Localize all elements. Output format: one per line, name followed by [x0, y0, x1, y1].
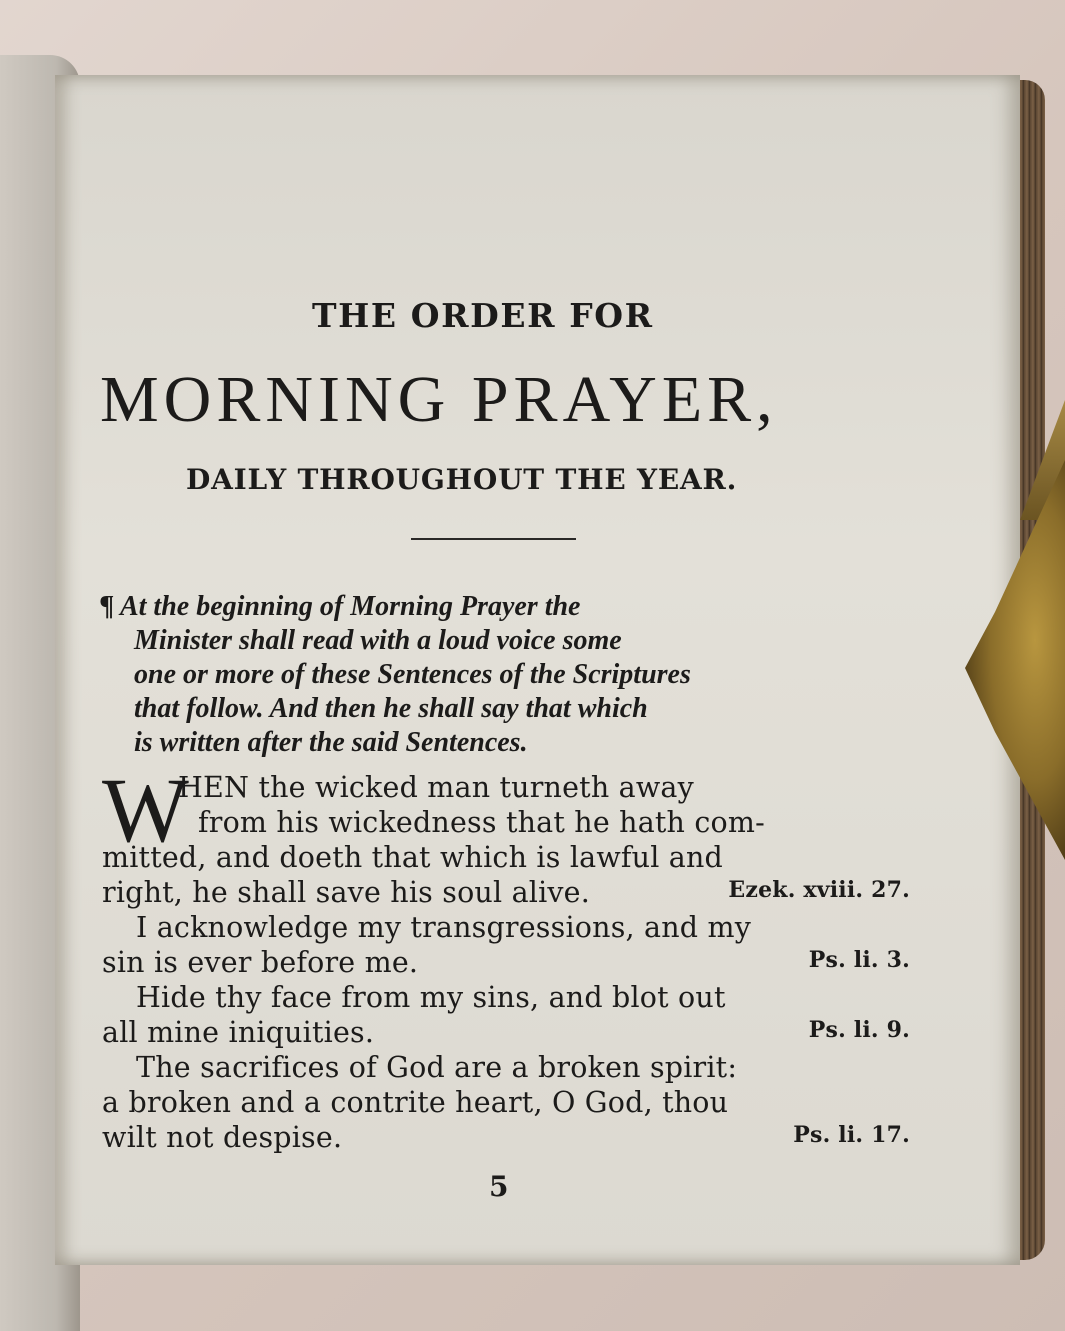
page-number: 5: [489, 1170, 509, 1203]
sentence-line: The sacrifices of God are a broken spirit:: [136, 1051, 738, 1084]
order-heading: THE ORDER FOR: [312, 296, 654, 335]
scripture-reference: Ezek. xviii. 27.: [728, 877, 910, 903]
rubric-line-3: one or more of these Sentences of the Scriptures: [134, 659, 691, 690]
pilcrow-mark: ¶: [100, 591, 114, 622]
rubric-line-4: that follow. And then he shall say that which: [134, 693, 648, 724]
page-title: MORNING PRAYER,: [100, 363, 778, 436]
sentence-line: from his wickedness that he hath com-: [198, 806, 765, 839]
scripture-reference: Ps. li. 17.: [793, 1122, 910, 1148]
sentence-line: wilt not despise. Ps. li. 17.: [102, 1120, 910, 1155]
rubric-paragraph: [100, 590, 910, 760]
sentence-line: sin is ever before me. Ps. li. 3.: [102, 945, 910, 980]
sentence-line: mitted, and doeth that which is lawful and: [102, 841, 723, 874]
scripture-reference: Ps. li. 3.: [808, 947, 910, 973]
scripture-reference: Ps. li. 9.: [808, 1017, 910, 1043]
sentence-line: all mine iniquities. Ps. li. 9.: [102, 1015, 910, 1050]
sentence-line: I acknowledge my transgressions, and my: [136, 911, 752, 944]
divider-rule: [411, 538, 576, 540]
sentence-line: Hide thy face from my sins, and blot out: [136, 981, 726, 1014]
rubric-line-2: Minister shall read with a loud voice some: [134, 625, 622, 656]
sentence-line: right, he shall save his soul alive. Ezek. xviii. 27.: [102, 875, 910, 910]
sentence-line: HEN the wicked man turneth away: [178, 771, 694, 804]
sentences-block: [102, 759, 910, 1155]
drop-cap: W: [102, 759, 189, 861]
daily-heading: DAILY THROUGHOUT THE YEAR.: [186, 463, 738, 496]
rubric-line-1: ¶ At the beginning of Morning Prayer the: [100, 591, 581, 622]
sentence-line: a broken and a contrite heart, O God, thou: [102, 1086, 729, 1119]
rubric-line-5: is written after the said Sentences.: [134, 727, 528, 758]
